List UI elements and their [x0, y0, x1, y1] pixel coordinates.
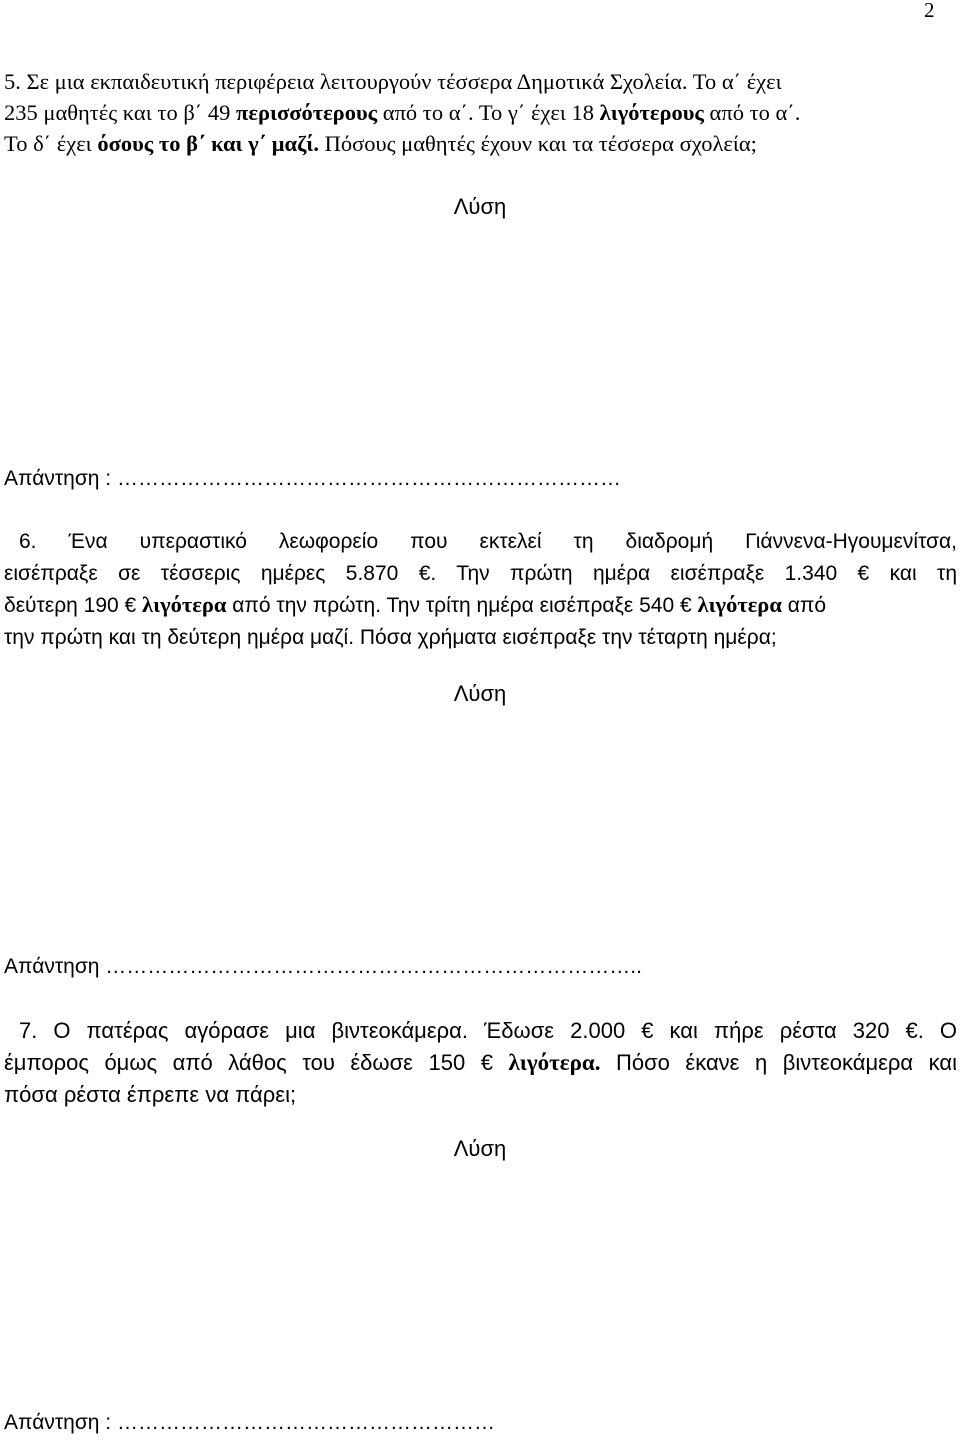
problem-5-line-2: [4, 97, 957, 128]
problem-5-line-3: [4, 128, 957, 159]
bold-text: λιγότερα: [697, 592, 782, 617]
bold-text: λιγότερα.: [508, 1050, 601, 1075]
problem-6-text: [4, 526, 957, 653]
answer-line-5: Απάντηση : ………………………………………………………………: [4, 467, 621, 490]
text-run: από το α΄. Το γ΄ έχει 18: [377, 100, 600, 125]
bold-text: όσους το β΄ και γ΄ μαζί.: [97, 131, 319, 156]
bold-text: λιγότερους: [599, 100, 704, 125]
problem-6-line-1: 6. Ένα υπεραστικό λεωφορείο που εκτελεί τη διαδρομή Γιάννενα-Ηγουμενίτσα,: [19, 530, 957, 553]
text-run: από το α΄.: [703, 100, 801, 125]
solution-heading-5: Λύση: [453, 194, 507, 219]
bold-text: περισσότερους: [236, 100, 378, 125]
answer-line-7: Απάντηση : ………………………………………………: [4, 1411, 495, 1434]
problem-7-text: [4, 1015, 957, 1111]
problem-6-line-2: εισέπραξε σε τέσσερις ημέρες 5.870 €. Την πρώτη ημέρα εισέπραξε 1.340 € και τη: [4, 561, 957, 585]
answer-line-6: Απάντηση …………………………………………………………………..: [4, 955, 642, 978]
solution-heading-6: Λύση: [453, 681, 507, 706]
text-run: από: [781, 594, 827, 617]
text-run: δεύτερη 190 €: [4, 594, 143, 617]
text-run: έμπορος όμως από λάθος του έδωσε 150 €: [4, 1050, 509, 1075]
problem-6-line-4: την πρώτη και τη δεύτερη ημέρα μαζί. Πόσα χρήματα εισέπραξε την τέταρτη ημέρα;: [4, 625, 777, 649]
text-run: Πόσους μαθητές έχουν και τα τέσσερα σχολεία;: [318, 131, 757, 156]
problem-7-line-3: πόσα ρέστα έπρεπε να πάρει;: [4, 1082, 297, 1107]
problem-7-line-2: [4, 1047, 957, 1079]
text-run: από την πρώτη. Την τρίτη ημέρα εισέπραξε 540 €: [226, 594, 698, 617]
problem-5-line-1: 5. Σε μια εκπαιδευτική περιφέρεια λειτουργούν τέσσερα Δημοτικά Σχολεία. Το α΄ έχει: [4, 69, 782, 94]
page-number: 2: [924, 0, 935, 22]
problem-6-line-3: [4, 589, 957, 622]
text-run: Το δ΄ έχει: [4, 131, 98, 156]
problem-5-text: [4, 66, 957, 159]
solution-heading-7: Λύση: [453, 1136, 507, 1161]
problem-7-line-1: 7. Ο πατέρας αγόρασε μια βιντεοκάμερα. Έδωσε 2.000 € και πήρε ρέστα 320 €. Ο: [19, 1018, 957, 1043]
text-run: 235 μαθητές και το β΄ 49: [4, 100, 237, 125]
text-run: Πόσο έκανε η βιντεοκάμερα και: [600, 1050, 957, 1075]
bold-text: λιγότερα: [142, 592, 227, 617]
